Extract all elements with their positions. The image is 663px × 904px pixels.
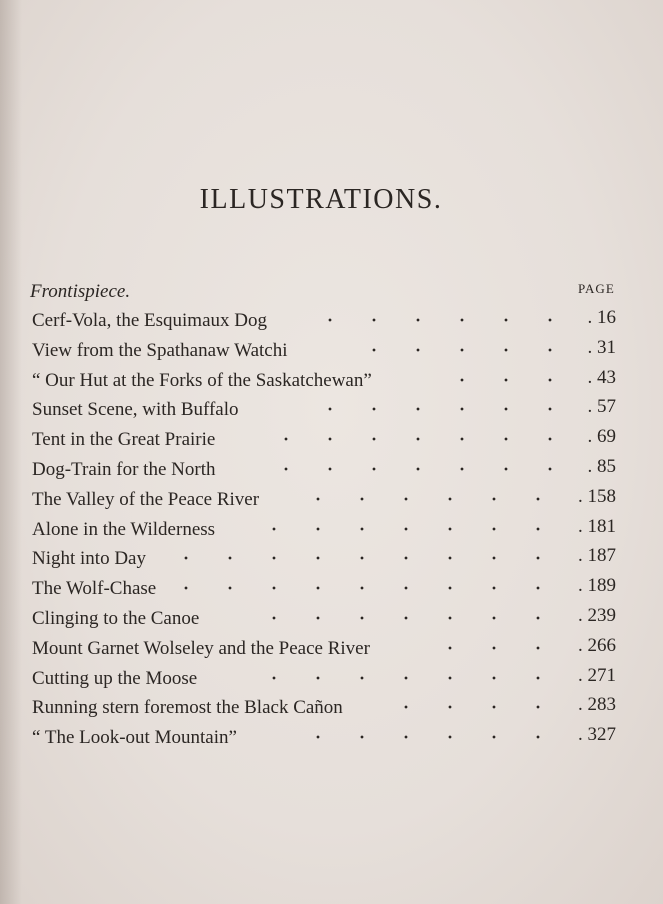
illustration-title: Tent in the Great Prairie [32, 429, 216, 451]
list-item [32, 604, 622, 634]
dot-leader [424, 370, 572, 390]
list-item [32, 515, 622, 545]
list-item [32, 485, 622, 515]
page-number: . 189 [578, 575, 616, 597]
dot-leader [247, 668, 560, 688]
illustration-title: The Wolf-Chase [32, 578, 157, 600]
dot-leader [247, 429, 572, 449]
dot-leader [162, 578, 560, 598]
list-item [32, 425, 622, 455]
list-item [32, 455, 622, 485]
page-number: . 158 [578, 485, 616, 507]
page-number: . 181 [578, 515, 616, 537]
dot-leader [387, 697, 560, 717]
page-number: . 43 [587, 366, 616, 388]
page-column-label: PAGE [578, 281, 615, 296]
illustration-title: Sunset Scene, with Buffalo [32, 399, 239, 421]
list-item [32, 395, 622, 425]
illustration-title: Cerf-Vola, the Esquimaux Dog [32, 310, 267, 331]
page-number: . 187 [578, 545, 616, 567]
page-number: . 266 [578, 634, 616, 656]
page-number: . 16 [587, 307, 616, 328]
page-title: ILLUSTRATIONS. [199, 184, 443, 215]
dot-leader [294, 399, 572, 419]
list-item [32, 544, 622, 574]
dot-leader [312, 310, 572, 330]
dot-leader [294, 727, 560, 747]
page-number: . 239 [578, 604, 616, 626]
page-number: . 327 [578, 724, 616, 746]
illustration-title: Night into Day [32, 548, 146, 570]
illustration-title: Dog-Train for the North [32, 458, 216, 480]
dot-leader [162, 548, 560, 568]
dot-leader [247, 608, 560, 628]
illustrations-list [32, 306, 622, 753]
list-item [32, 723, 622, 753]
dot-leader [427, 638, 560, 658]
list-item [32, 306, 622, 336]
page-number: . 271 [578, 664, 616, 686]
list-item [32, 366, 622, 396]
illustration-title: Running stern foremost the Black Cañon [32, 697, 343, 719]
illustration-title: Clinging to the Canoe [32, 607, 200, 629]
dot-leader [294, 489, 560, 509]
list-item [32, 664, 622, 694]
gutter-shadow [0, 0, 22, 904]
dot-leader [332, 340, 572, 360]
illustration-title: View from the Spathanaw Watchi [32, 339, 288, 361]
page-number: . 69 [587, 426, 616, 448]
dot-leader [247, 459, 572, 479]
page-number: . 57 [587, 396, 616, 418]
list-item [32, 693, 622, 723]
page-number: . 85 [587, 455, 616, 477]
page-number: . 31 [587, 336, 616, 358]
page-number: . 283 [578, 694, 616, 716]
list-item [32, 634, 622, 664]
list-item [32, 336, 622, 366]
illustration-title: Mount Garnet Wolseley and the Peace River [32, 637, 370, 659]
illustration-title: “ The Look-out Mountain” [32, 727, 237, 749]
list-item [32, 574, 622, 604]
dot-leader [247, 519, 560, 539]
illustration-title: “ Our Hut at the Forks of the Saskatchewan” [32, 369, 372, 391]
illustration-title: Alone in the Wilderness [32, 518, 216, 540]
illustration-title: Cutting up the Moose [32, 667, 198, 689]
illustration-title: The Valley of the Peace River [32, 488, 260, 510]
frontispiece-label: Frontispiece. [30, 281, 131, 302]
